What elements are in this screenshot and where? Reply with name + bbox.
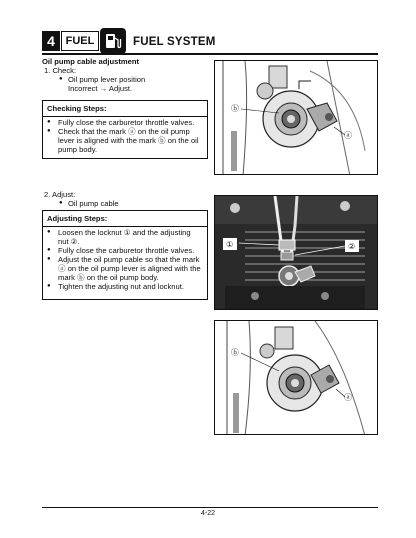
figure-label-b: ⓑ [231, 104, 239, 113]
step1-label: 1. Check: [44, 66, 77, 75]
chapter-number: 4 [42, 31, 60, 51]
header-rule [42, 53, 378, 55]
bullet: ● [47, 256, 51, 262]
checking-heading: Checking Steps: [47, 104, 107, 113]
bullet: ● [47, 229, 51, 235]
footer-rule [42, 507, 378, 508]
bullet: ● [47, 247, 51, 253]
adjusting-heading: Adjusting Steps: [47, 214, 108, 223]
page-number: 4-22 [200, 510, 215, 517]
bullet: ● [47, 119, 51, 125]
checking-line: lever is aligned with the mark ⓑ on the oil [58, 136, 199, 145]
adjusting-line: Loosen the locknut ① and the adjusting [58, 228, 191, 237]
step2-item: Oil pump cable [68, 199, 119, 208]
bullet: ● [59, 76, 63, 82]
figure-oil-pump-lever-check [214, 60, 378, 175]
checking-line: Fully close the carburetor throttle valves. [58, 118, 195, 127]
adjusting-line: mark ⓑ on the oil pump body. [58, 273, 159, 282]
figure-label-a: ⓐ [344, 393, 352, 402]
adjusting-line: ⓐ on the oil pump lever is aligned with the [58, 264, 201, 273]
adjusting-line: nut ②. [58, 237, 80, 246]
page-title: FUEL SYSTEM [133, 36, 216, 48]
step1-item: Oil pump lever position [68, 75, 146, 84]
bullet: ● [59, 200, 63, 206]
chapter-tag: FUEL [61, 31, 99, 51]
figure-oil-pump-lever-aligned [214, 320, 378, 435]
figure-label-1: ① [226, 240, 234, 249]
figure-label-a: ⓐ [344, 131, 352, 140]
section-title: Oil pump cable adjustment [42, 57, 140, 66]
figure-oil-pump-cable-adjust [214, 195, 378, 310]
checking-line: pump body. [58, 145, 98, 154]
adjusting-line: Tighten the adjusting nut and locknut. [58, 282, 184, 291]
fuel-pump-icon [100, 28, 126, 54]
adjusting-line: Fully close the carburetor throttle valves. [58, 246, 195, 255]
figure-label-2: ② [348, 242, 356, 251]
step1-result: Incorrect → Adjust. [68, 84, 133, 93]
adjusting-line: Adjust the oil pump cable so that the mark [58, 255, 200, 264]
step2-label: 2. Adjust: [44, 190, 76, 199]
figure-label-b: ⓑ [231, 348, 239, 357]
checking-line: Check that the mark ⓐ on the oil pump [58, 127, 190, 136]
bullet: ● [47, 128, 51, 134]
bullet: ● [47, 283, 51, 289]
